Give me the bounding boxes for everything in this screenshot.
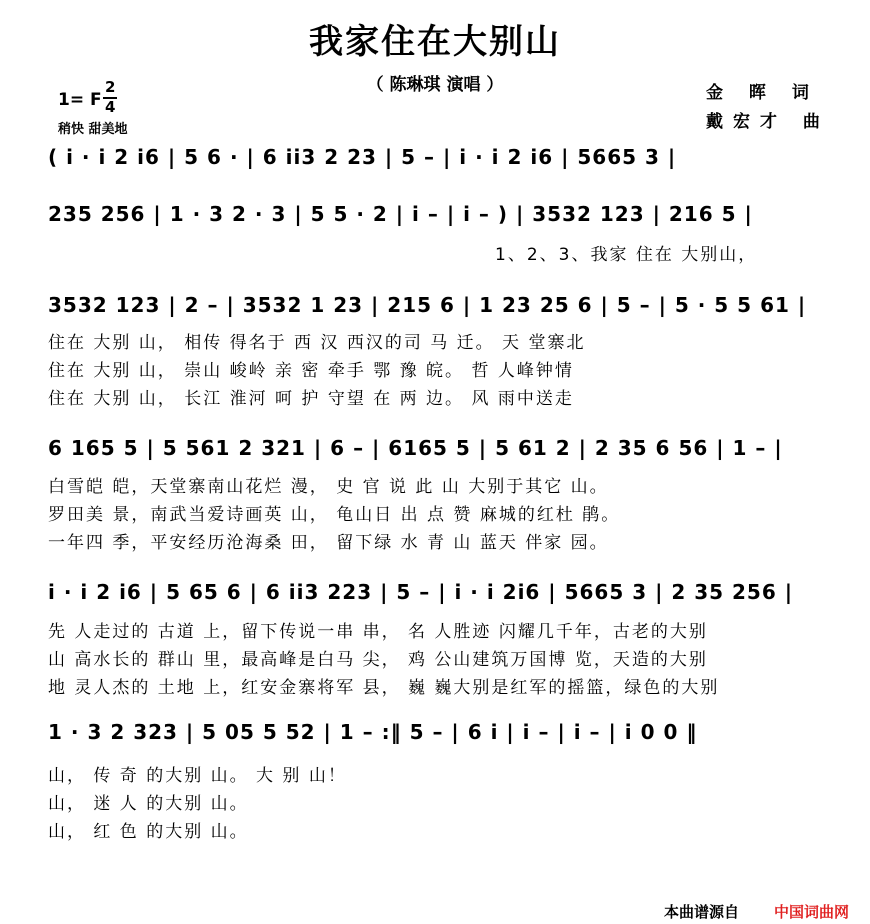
lyric-line: 罗田美 景，南武当爱诗画英 山， 龟山日 出 点 赞 麻城的红杜 鹃。 — [48, 505, 621, 525]
lyric-line: 山， 迷 人 的大别 山。 — [48, 794, 249, 814]
tempo-marking: 稍快 甜美地 — [58, 122, 128, 137]
lyricist-credit: 金 晖 词 — [706, 83, 819, 103]
lyric-line: 地 灵人杰的 土地 上，红安金寨将军 县， 巍 巍大别是红军的摇篮，绿色的大别 — [48, 678, 720, 698]
lyric-line: 住在 大别 山， 相传 得名于 西 汉 西汉的司 马 迁。 天 堂寨北 — [48, 333, 586, 353]
lyric-line: 住在 大别 山， 长江 淮河 呵 护 守望 在 两 边。 风 雨中送走 — [48, 389, 574, 409]
lyric-intro: 1、2、3、我家 住在 大别山， — [495, 245, 758, 265]
lyric-line: 山， 传 奇 的大别 山。 大 别 山！ — [48, 766, 347, 786]
lyric-line: 白雪皑 皑，天堂寨南山花烂 漫， 史 官 说 此 山 大别于其它 山。 — [48, 477, 609, 497]
notation-row-1: ( i · i 2 i6 | 5 6 · | 6 ii3 2 23 | 5 – | i · i 2 i6 | 5665 3 | — [48, 145, 677, 169]
lyric-line: 住在 大别 山， 崇山 峻岭 亲 密 牵手 鄂 豫 皖。 哲 人峰钟情 — [48, 361, 574, 381]
lyric-line: 山 高水长的 群山 里，最高峰是白马 尖， 鸡 公山建筑万国博 览，天造的大别 — [48, 650, 708, 670]
composer-credit: 戴宏才 曲 — [706, 112, 830, 132]
lyric-line: 先 人走过的 古道 上，留下传说一串 串， 名 人胜迹 闪耀几千年，古老的大别 — [48, 622, 708, 642]
time-signature-bottom: 4 — [105, 98, 116, 116]
notation-row-3: 3532 123 | 2 – | 3532 1 23 | 215 6 | 1 23 25 6 | 5 – | 5 · 5 5 61 | — [48, 293, 807, 317]
lyric-line: 一年四 季，平安经历沧海桑 田， 留下绿 水 青 山 蓝天 伴家 园。 — [48, 533, 609, 553]
singer-credit: （ 陈琳琪 演唱 ） — [366, 75, 504, 95]
song-title: 我家住在大别山 — [309, 22, 561, 62]
notation-row-5: i · i 2 i6 | 5 65 6 | 6 ii3 223 | 5 – | i · i 2i6 | 5665 3 | 2 35 256 | — [48, 580, 794, 604]
notation-row-4: 6 165 5 | 5 561 2 321 | 6 – | 6165 5 | 5 61 2 | 2 35 6 56 | 1 – | — [48, 436, 783, 460]
notation-row-2: 235 256 | 1 · 3 2 · 3 | 5 5 · 2 | i – | i – ) | 3532 123 | 216 5 | — [48, 202, 753, 226]
time-signature-top: 2 — [105, 78, 116, 96]
source-label: 本曲谱源自 — [664, 903, 740, 921]
key-signature: 1= F — [58, 90, 102, 110]
lyric-line: 山， 红 色 的大别 山。 — [48, 822, 249, 842]
site-link[interactable]: 中国词曲网 — [774, 903, 850, 921]
notation-row-6: 1 · 3 2 323 | 5 05 5 52 | 1 – :‖ 5 – | 6 i | i – | i – | i 0 0 ‖ — [48, 720, 698, 744]
